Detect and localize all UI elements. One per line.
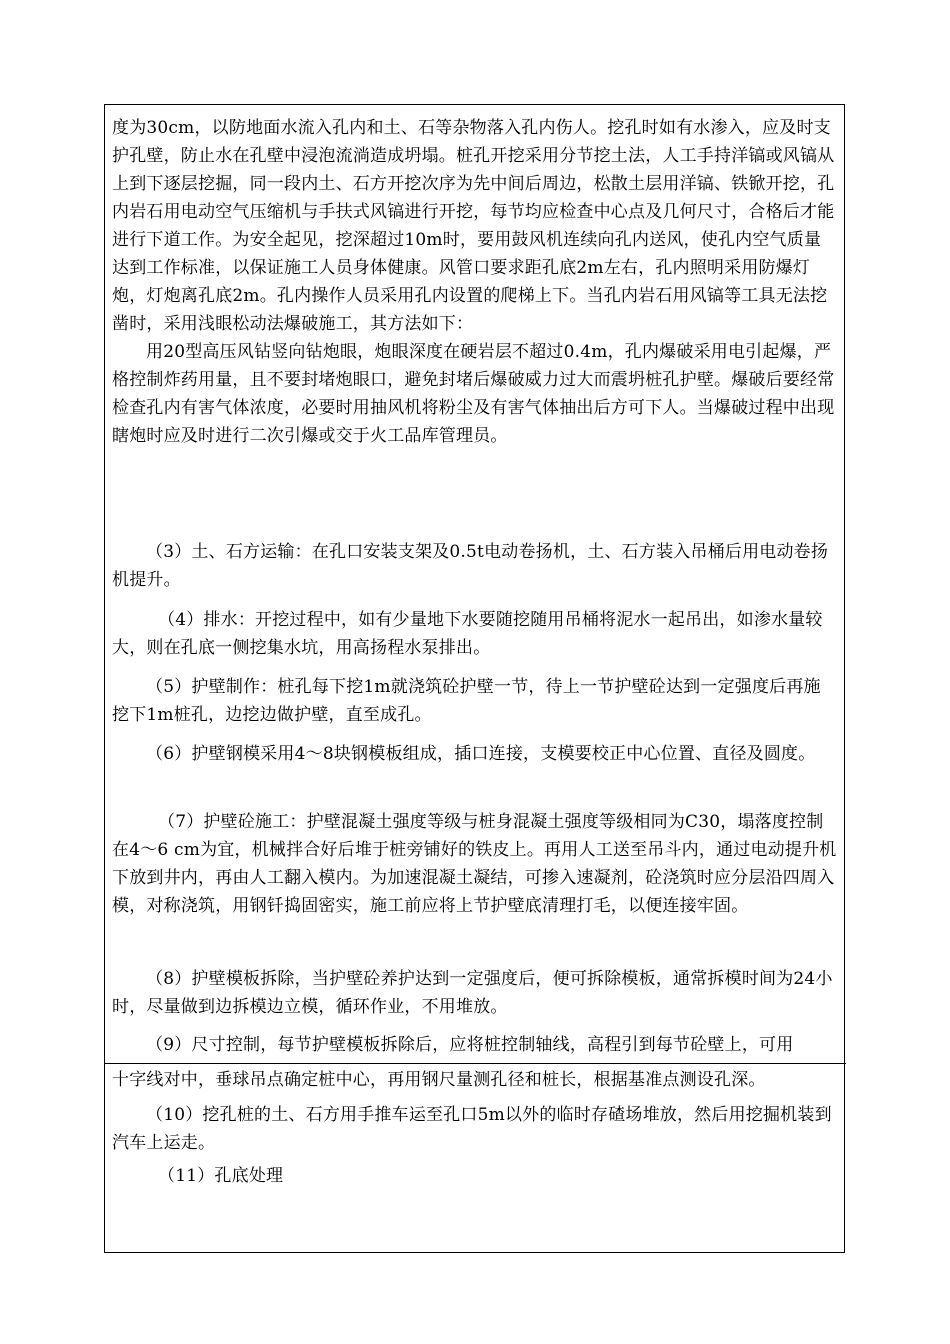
paragraph-retaining-wall: （5）护壁制作：桩孔每下挖1m就浇筑砼护壁一节，待上一节护壁砼达到一定强度后再施挖下1m桩孔，边挖边做护壁，直至成孔。 (112, 677, 821, 725)
paragraph-dimension-control: （9）尺寸控制，每节护壁模板拆除后，应将桩控制轴线，高程引到每节砼壁上，可用 (146, 1035, 794, 1055)
paragraph-hole-bottom: （11）孔底处理 (158, 1166, 284, 1186)
paragraph-steel-formwork: （6）护壁钢模采用4～8块钢模板组成，插口连接，支模要校正中心位置、直径及圆度。 (146, 744, 816, 764)
paragraph-excavation-method: 度为30cm，以防地面水流入孔内和土、石等杂物落入孔内伤人。挖孔时如有水渗入，应及时支护孔壁，防止水在孔壁中浸泡流淌造成坍塌。桩孔开挖采用分节挖土法，人工手持洋镐或风镐从上到下逐层挖掘，同一段内土、石方开挖次序为先中间后周边，松散土层用洋镐、铁锨开挖，孔内岩石用电动空气压缩机与手扶式风镐进行开挖，每节均应检查中心点及几何尺寸，合格后才能进行下道工作。为安全起见，挖深超过10m时，要用鼓风机连续向孔内送风，使孔内空气质量达到工作标准，以保证施工人员身体健康。风管口要求距孔底2m左右，孔内照明采用防爆灯炮，灯炮离孔底2m。孔内操作人员采用孔内设置的爬梯上下。当孔内岩石用风镐等工具无法挖凿时，采用浅眼松动法爆破施工，其方法如下： (112, 118, 835, 334)
paragraph-transport: （3）土、石方运输：在孔口安装支架及0.5t电动卷扬机，土、石方装入吊桶后用电动卷扬机提升。 (112, 542, 829, 590)
paragraph-spoil-removal: （10）挖孔桩的土、石方用手推车运至孔口5m以外的临时存碴场堆放，然后用挖掘机装到汽车上运走。 (112, 1105, 832, 1153)
paragraph-dimension-control-cont: 十字线对中，垂球吊点确定桩中心，再用钢尺量测孔径和桩长，根据基准点测设孔深。 (112, 1070, 766, 1090)
paragraph-wall-concrete: （7）护壁砼施工：护壁混凝土强度等级与桩身混凝土强度等级相同为C30，塌落度控制在4～6 cm为宜，机械拌合好后堆于桩旁铺好的铁皮上。再用人工送至吊斗内，通过电动提升机下放到井内，再由人工翻入模内。为加速混凝土凝结，可掺入速凝剂，砼浇筑时应分层沿四周入模，对称浇筑，用钢钎捣固密实，施工前应将上节护壁底清理打毛，以便连接牢固。 (112, 812, 837, 916)
paragraph-formwork-removal: （8）护壁模板拆除，当护壁砼养护达到一定强度后，便可拆除模板，通常拆模时间为24小时，尽量做到边拆模边立模，循环作业，不用堆放。 (112, 969, 833, 1017)
paragraph-drainage: （4）排水：开挖过程中，如有少量地下水要随挖随用吊桶将泥水一起吊出，如渗水量较大，则在孔底一侧挖集水坑，用高扬程水泵排出。 (112, 610, 823, 658)
paragraph-blasting: 用20型高压风钻竖向钻炮眼，炮眼深度在硬岩层不超过0.4m，孔内爆破采用电引起爆，严格控制炸药用量，且不要封堵炮眼口，避免封堵后爆破威力过大而震坍桩孔护壁。爆破后要经常检查孔内有害气体浓度，必要时用抽风机将粉尘及有害气体抽出后方可下人。当爆破过程中出现瞎炮时应及时进行二次引爆或交于火工品库管理员。 (112, 342, 835, 446)
row-divider (104, 1063, 846, 1064)
